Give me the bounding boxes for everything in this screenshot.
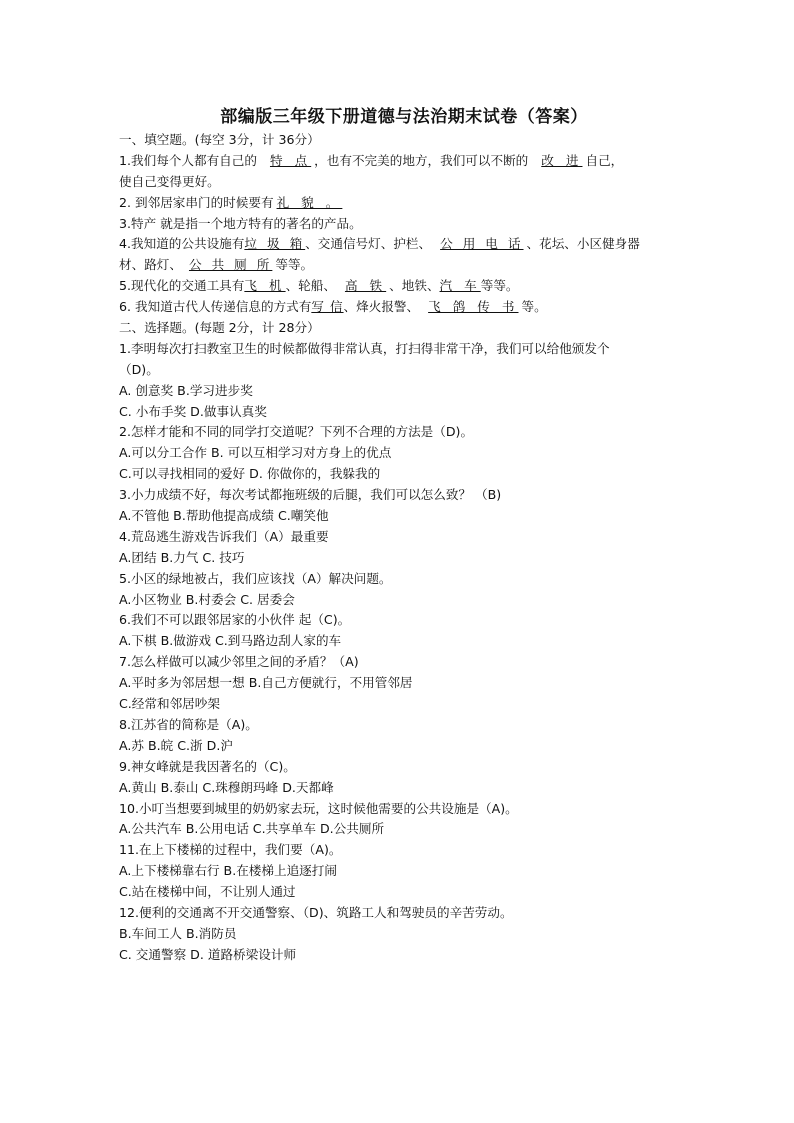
choice-line: A.下棋 B.做游戏 C.到马路边刮人家的车 (119, 633, 342, 649)
choice-line: A.团结 B.力气 C. 技巧 (119, 549, 245, 565)
text: 、花坛、小区健身器 (526, 236, 640, 252)
choice-line: A.公共汽车 B.公用电话 C.共享单车 D.公共厕所 (119, 821, 385, 837)
question-4-line-2 (119, 255, 679, 276)
answer-blank: 公 用 电 话 (440, 236, 524, 252)
answer-blank: 公 共 厕 所 (188, 257, 273, 273)
question-6 (119, 297, 679, 318)
text: 6. 我知道古代人传递信息的方式有 (119, 299, 312, 315)
question-1-line-1 (119, 151, 679, 172)
text: 、地铁、 (389, 278, 440, 294)
choice-line: B.车间工人 B.消防员 (119, 925, 237, 941)
section-heading-fill-blank: 一、填空题。(每空 3分，计 36分） (119, 132, 320, 147)
document-page (119, 104, 679, 966)
text: 等等。 (480, 278, 519, 294)
answer-blank: 写 信 (311, 299, 344, 315)
choice-line: A. 创意奖 B.学习进步奖 (119, 382, 253, 398)
section-heading-multiple-choice: 二、选择题。(每题 2分，计 28分） (119, 320, 320, 336)
question-3: 3.特产 就是指一个地方特有的著名的产品。 (119, 215, 362, 231)
choice-line: 3.小力成绩不好，每次考试都拖班级的后腿，我们可以怎么致？ （B) (119, 487, 502, 503)
answer-blank: 改 进 (541, 152, 583, 168)
choice-line: C. 交通警察 D. 道路桥梁设计师 (119, 946, 297, 962)
answer-blank: 汽 车 (439, 278, 481, 294)
text: 5.现代化的交通工具有 (119, 278, 245, 294)
choice-line: C. 小布手奖 D.做事认真奖 (119, 403, 267, 419)
text: 等。 (521, 299, 547, 315)
choice-line: C.经常和邻居吵架 (119, 696, 220, 712)
text: 1.我们每个人都有自己的 (119, 152, 257, 168)
choice-line: （D)。 (119, 361, 159, 377)
choice-line: A.苏 B.皖 C.浙 D.沪 (119, 737, 233, 753)
text: ，也有不完美的地方，我们可以不断的 (314, 152, 529, 168)
choice-line: 2.怎样才能和不同的同学打交道呢？下列不合理的方法是（D)。 (119, 424, 474, 440)
multiple-choice-list (119, 339, 679, 966)
question-2 (119, 193, 679, 214)
choice-line: 4.荒岛逃生游戏告诉我们（A）最重要 (119, 528, 329, 544)
answer-blank: 礼 貌 。 (276, 194, 343, 210)
choice-line: 8.江苏省的简称是（A)。 (119, 716, 258, 732)
answer-blank: 垃 圾 箱 (244, 236, 306, 252)
choice-line: A.黄山 B.泰山 C.珠穆朗玛峰 D.天都峰 (119, 779, 334, 795)
choice-line: 12.便利的交通离不开交通警察、（D)、筑路工人和驾驶员的辛苦劳动。 (119, 904, 513, 920)
choice-line: A.小区物业 B.村委会 C. 居委会 (119, 591, 295, 607)
choice-line: 1.李明每次打扫教室卫生的时候都做得非常认真，打扫得非常干净，我们可以给他颁发个 (119, 340, 610, 356)
answer-blank: 高 铁 (344, 278, 387, 294)
choice-line: A.可以分工合作 B. 可以互相学习对方身上的优点 (119, 445, 392, 461)
text: 、交通信号灯、护栏、 (305, 236, 432, 252)
text: 等等。 (275, 257, 314, 273)
answer-blank: 飞 机 (244, 278, 286, 294)
question-1-line-2: 使自己变得更好。 (119, 173, 220, 189)
page-title: 部编版三年级下册道德与法治期末试卷（答案） (220, 107, 588, 127)
choice-line: 10.小叮当想要到城里的奶奶家去玩，这时候他需要的公共设施是（A)。 (119, 800, 518, 816)
choice-line: 5.小区的绿地被占，我们应该找（A）解决问题。 (119, 570, 392, 586)
choice-line: C.可以寻找相同的爱好 D. 你做你的，我躲我的 (119, 466, 381, 482)
choice-line: A.上下楼梯靠右行 B.在楼梯上追逐打闹 (119, 863, 337, 879)
question-4-line-1 (119, 234, 679, 255)
choice-line: 9.神女峰就是我因著名的（C)。 (119, 758, 296, 774)
choice-line: A.不管他 B.帮助他提高成绩 C.嘲笑他 (119, 508, 329, 524)
choice-line: A.平时多为邻居想一想 B.自己方便就行，不用管邻居 (119, 675, 413, 691)
answer-blank: 特 点 (269, 152, 312, 168)
text: 材、路灯、 (119, 257, 182, 273)
question-5 (119, 276, 679, 297)
text: 2. 到邻居家串门的时候要有 (119, 194, 274, 210)
text: 、烽火报警、 (343, 299, 420, 315)
choice-line: C.站在楼梯中间，不让别人通过 (119, 884, 296, 900)
choice-line: 11.在上下楼梯的过程中，我们要（A)。 (119, 842, 342, 858)
text: 、轮船、 (285, 278, 336, 294)
text: 自己， (585, 152, 624, 168)
choice-line: 7.怎么样做可以减少邻里之间的矛盾？（A) (119, 654, 359, 670)
answer-blank: 飞 鸽 传 书 (428, 299, 519, 315)
choice-line: 6.我们不可以跟邻居家的小伙伴 起（C)。 (119, 612, 351, 628)
text: 4.我知道的公共设施有 (119, 236, 245, 252)
